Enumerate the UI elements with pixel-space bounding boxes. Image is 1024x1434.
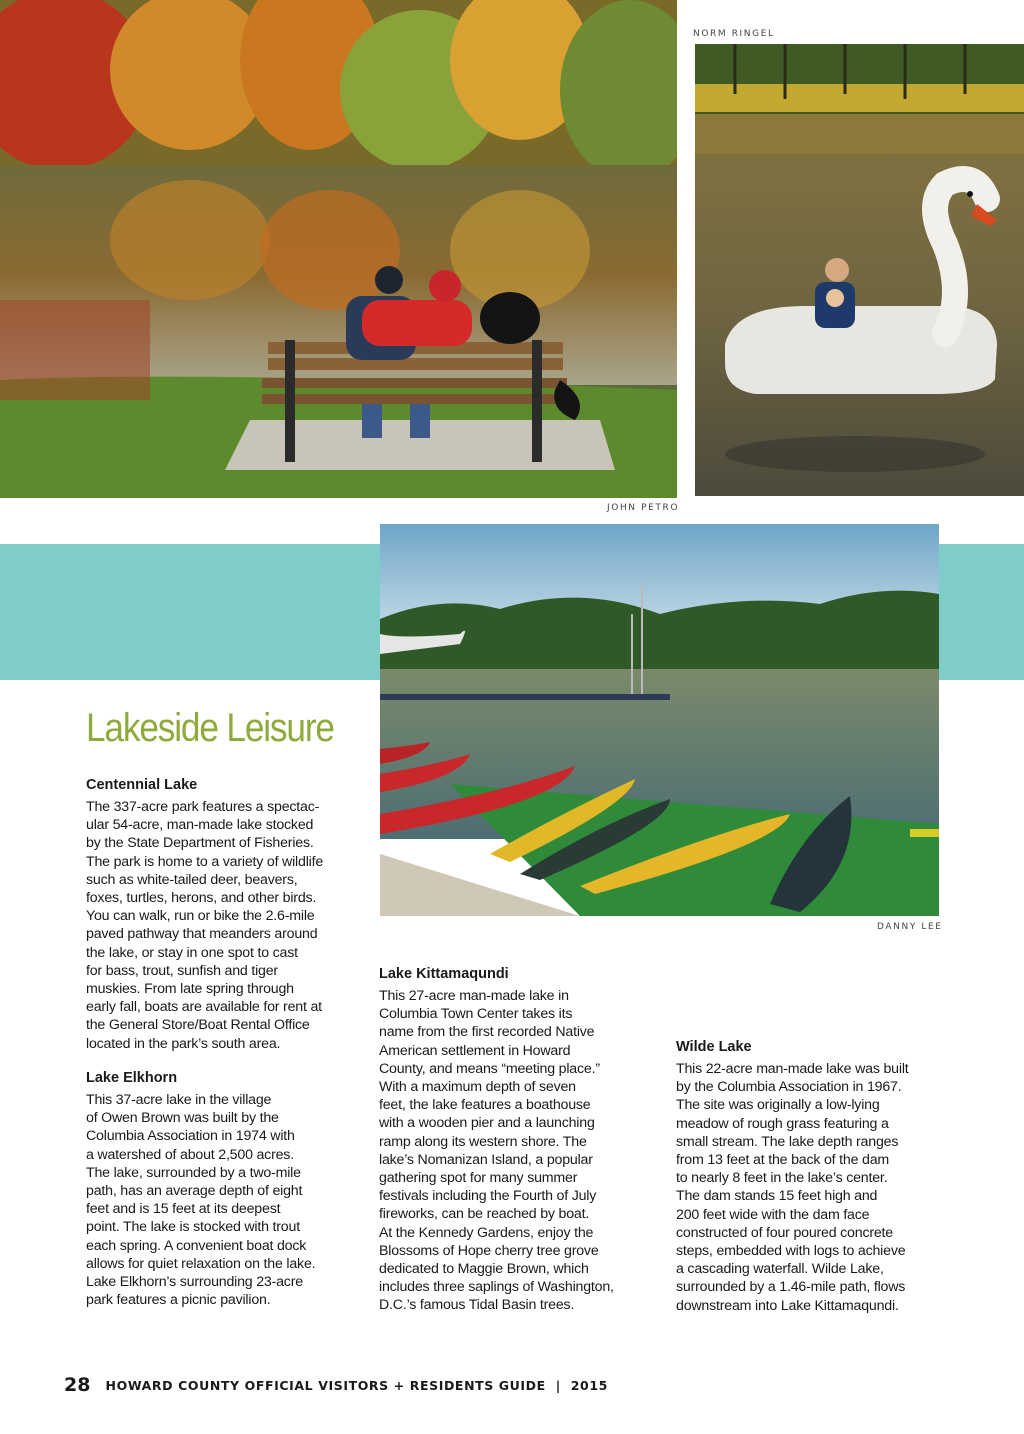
body-line: lake’s Nomanizan Island, a popular [379, 1151, 593, 1168]
body-line: This 37-acre lake in the village [86, 1092, 272, 1108]
page-title: Lakeside Leisure [86, 706, 334, 750]
body-line: a watershed of about 2,500 acres. [86, 1146, 294, 1163]
body-line: meadow of rough grass featuring a [676, 1115, 889, 1132]
body-line: muskies. From late spring through [86, 981, 294, 998]
body-line: ramp along its western shore. The [379, 1133, 587, 1150]
section-body-wilde-lake [676, 1060, 909, 1315]
photo-credit-swan: NORM RINGEL [693, 29, 775, 39]
body-line: path, has an average depth of eight [86, 1183, 303, 1200]
body-line: The dam stands 15 feet high and [676, 1188, 878, 1205]
body-line: to nearly 8 feet in the lake’s center. [676, 1170, 888, 1187]
body-line: dedicated to Maggie Brown, which [379, 1261, 589, 1278]
section-heading-centennial-lake: Centennial Lake [86, 777, 198, 793]
page-number: 28 [64, 1374, 91, 1396]
body-line: fireworks, can be reached by boat. [379, 1206, 590, 1223]
body-line: At the Kennedy Gardens, enjoy the [379, 1224, 594, 1241]
body-line: point. The lake is stocked with trout [86, 1219, 300, 1236]
body-line: The 337-acre park features a spectac- [86, 799, 320, 815]
page-footer [64, 1374, 608, 1396]
body-line: the General Store/Boat Rental Office [86, 1017, 310, 1034]
body-line: park features a picnic pavilion. [86, 1292, 271, 1309]
body-line: each spring. A convenient boat dock [86, 1237, 307, 1254]
body-line: Lake Elkhorn’s surrounding 23-acre [86, 1274, 303, 1291]
photo-credit-bench: JOHN PETRO [607, 503, 680, 513]
body-line: The lake, surrounded by a two-mile [86, 1164, 301, 1181]
body-line: You can walk, run or bike the 2.6-mile [86, 908, 315, 925]
body-line: allows for quiet relaxation on the lake. [86, 1255, 316, 1272]
body-line: paved pathway that meanders around [86, 926, 318, 943]
body-line: gathering spot for many summer [379, 1170, 578, 1187]
body-line: County, and means “meeting place.” [379, 1060, 600, 1077]
section-body-lake-elkhorn [86, 1091, 315, 1309]
section-body-lake-kittamaqundi [379, 987, 614, 1315]
body-line: This 27-acre man-made lake in [379, 988, 569, 1004]
body-line: American settlement in Howard [379, 1042, 571, 1059]
body-line: steps, embedded with logs to achieve [676, 1243, 906, 1260]
body-line: D.C.’s famous Tidal Basin trees. [379, 1297, 575, 1314]
body-line: such as white-tailed deer, beavers, [86, 871, 298, 888]
body-line: downstream into Lake Kittamaqundi. [676, 1297, 899, 1314]
body-line: Columbia Association in 1974 with [86, 1128, 295, 1145]
body-line: of Owen Brown was built by the [86, 1110, 279, 1127]
body-line: festivals including the Fourth of July [379, 1188, 597, 1205]
body-line: the lake, or stay in one spot to cast [86, 944, 298, 961]
body-line: by the Columbia Association in 1967. [676, 1079, 902, 1096]
body-line: with a wooden pier and a launching [379, 1115, 595, 1132]
body-line: 200 feet wide with the dam face [676, 1206, 870, 1223]
body-line: foxes, turtles, herons, and other birds. [86, 890, 317, 907]
body-line: name from the first recorded Native [379, 1024, 595, 1041]
body-line: located in the park’s south area. [86, 1035, 281, 1052]
body-line: from 13 feet at the back of the dam [676, 1152, 890, 1169]
body-line: small stream. The lake depth ranges [676, 1133, 899, 1150]
body-line: ular 54-acre, man-made lake stocked [86, 817, 314, 834]
body-line: With a maximum depth of seven [379, 1079, 576, 1096]
body-line: constructed of four poured concrete [676, 1224, 893, 1241]
body-line: by the State Department of Fisheries. [86, 835, 314, 852]
body-line: The site was originally a low-lying [676, 1097, 880, 1114]
photo-bench-autumn-lake [0, 0, 677, 498]
publication-name: HOWARD COUNTY OFFICIAL VISITORS + RESIDENTS GUIDE | 2015 [105, 1377, 608, 1393]
section-heading-wilde-lake: Wilde Lake [676, 1039, 752, 1055]
body-line: This 22-acre man-made lake was built [676, 1061, 909, 1077]
photo-swan-pedal-boat [695, 44, 1024, 496]
section-body-centennial-lake [86, 798, 323, 1053]
section-heading-lake-kittamaqundi: Lake Kittamaqundi [379, 966, 509, 982]
photo-credit-kayaks: DANNY LEE [877, 922, 943, 932]
body-line: surrounded by a 1.46-mile path, flows [676, 1279, 906, 1296]
body-line: feet, the lake features a boathouse [379, 1097, 591, 1114]
body-line: includes three saplings of Washington, [379, 1279, 614, 1296]
body-line: early fall, boats are available for rent at [86, 999, 322, 1016]
section-heading-lake-elkhorn: Lake Elkhorn [86, 1070, 178, 1086]
body-line: The park is home to a variety of wildlife [86, 853, 324, 870]
body-line: a cascading waterfall. Wilde Lake, [676, 1261, 884, 1278]
photo-kayaks-dock [380, 524, 939, 916]
body-line: feet and is 15 feet at its deepest [86, 1201, 281, 1218]
body-line: for bass, trout, sunfish and tiger [86, 962, 278, 979]
body-line: Columbia Town Center takes its [379, 1006, 573, 1023]
body-line: Blossoms of Hope cherry tree grove [379, 1242, 599, 1259]
